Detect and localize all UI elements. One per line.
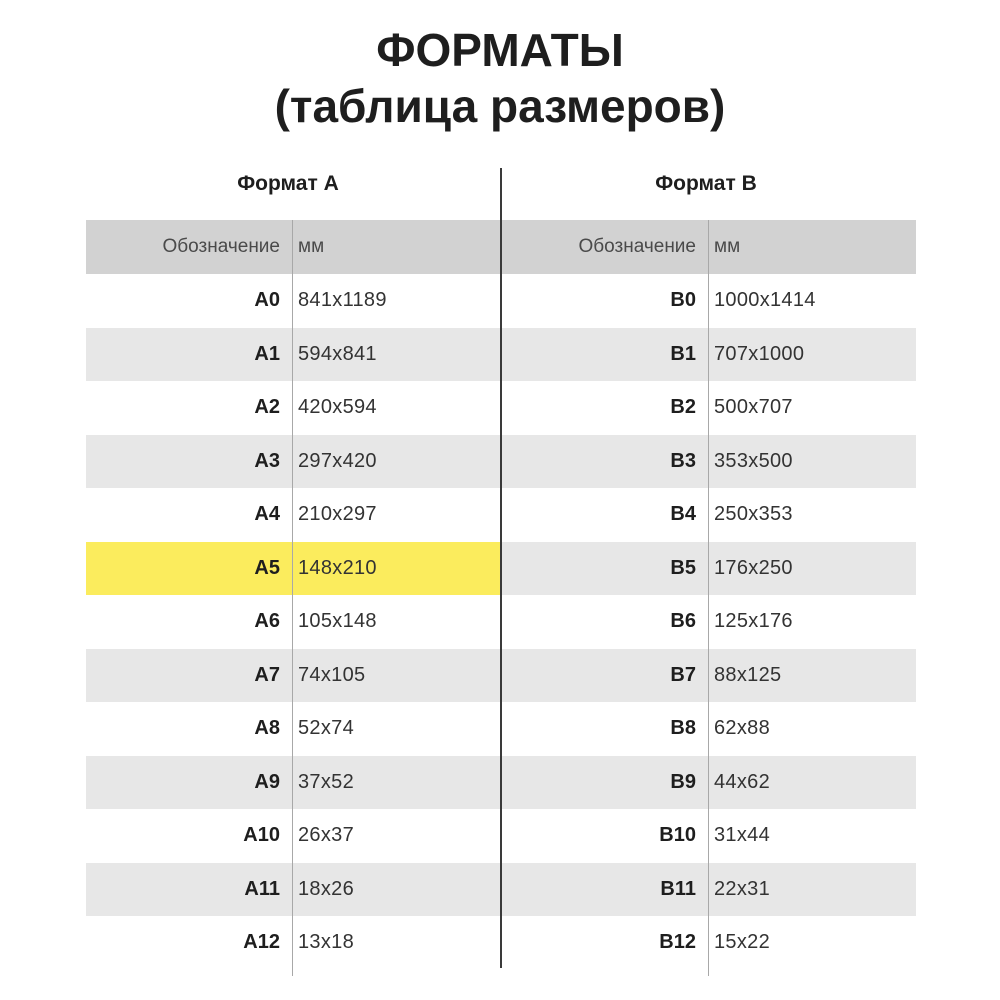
format-size: 26x37 (298, 824, 354, 847)
format-a-header-row (86, 220, 500, 274)
table-row (86, 435, 500, 489)
format-name: B7 (670, 663, 696, 686)
format-size: 500x707 (714, 396, 793, 419)
format-a-column-separator (292, 220, 293, 976)
table-row (502, 595, 916, 649)
format-size: 13x18 (298, 931, 354, 954)
header-unit: мм (298, 236, 325, 257)
page-title: ФОРМАТЫ (376, 24, 624, 76)
format-name: B2 (670, 396, 696, 419)
format-b-column-separator (708, 220, 709, 976)
format-name: B10 (659, 824, 696, 847)
table-row (502, 542, 916, 596)
format-size: 841x1189 (298, 289, 387, 312)
format-size: 37x52 (298, 770, 354, 793)
format-size: 31x44 (714, 824, 770, 847)
format-size: 105x148 (298, 610, 377, 633)
format-size: 44x62 (714, 770, 770, 793)
format-name: A11 (244, 877, 280, 900)
format-a-rows (86, 274, 500, 970)
format-size: 15x22 (714, 931, 770, 954)
table-row (86, 381, 500, 435)
table-row (502, 381, 916, 435)
header-unit: мм (714, 236, 741, 257)
format-a-section (86, 160, 500, 970)
format-name: A6 (254, 610, 280, 633)
format-b-table (502, 220, 916, 970)
format-name: B4 (670, 503, 696, 526)
format-size: 353x500 (714, 449, 793, 472)
format-name: B11 (660, 877, 696, 900)
format-name: A10 (243, 824, 280, 847)
format-name: A3 (254, 449, 280, 472)
table-row (502, 488, 916, 542)
format-name: B1 (670, 342, 696, 365)
format-name: B5 (670, 556, 696, 579)
table-row (86, 542, 500, 596)
format-name: B3 (670, 449, 696, 472)
format-name: A5 (254, 556, 280, 579)
format-name: A2 (254, 396, 280, 419)
format-name: B9 (670, 770, 696, 793)
format-name: A0 (254, 289, 280, 312)
header-designation: Обозначение (578, 236, 696, 257)
page-subtitle: (таблица размеров) (274, 80, 726, 132)
format-name: B8 (670, 717, 696, 740)
format-size: 176x250 (714, 556, 793, 579)
format-size: 707x1000 (714, 342, 805, 365)
format-b-section (502, 160, 916, 970)
format-b-rows (502, 274, 916, 970)
table-row (86, 488, 500, 542)
table-row (86, 916, 500, 970)
format-name: A8 (254, 717, 280, 740)
table-row (502, 702, 916, 756)
table-row (502, 809, 916, 863)
format-name: B12 (659, 931, 696, 954)
format-name: A4 (254, 503, 280, 526)
format-size: 210x297 (298, 503, 377, 526)
format-size: 148x210 (298, 556, 377, 579)
format-size: 52x74 (298, 717, 354, 740)
table-row (86, 595, 500, 649)
format-name: B0 (670, 289, 696, 312)
header-designation: Обозначение (162, 236, 280, 257)
format-size: 74x105 (298, 663, 366, 686)
table-row (86, 328, 500, 382)
table-row (502, 649, 916, 703)
format-name: B6 (670, 610, 696, 633)
table-row (502, 435, 916, 489)
table-row (502, 916, 916, 970)
format-b-title: Формат В (655, 172, 757, 195)
format-name: A7 (254, 663, 280, 686)
table-row (502, 756, 916, 810)
table-row (502, 274, 916, 328)
format-size: 125x176 (714, 610, 793, 633)
format-size: 250x353 (714, 503, 793, 526)
format-size: 594x841 (298, 342, 377, 365)
format-name: A12 (243, 931, 280, 954)
table-row (86, 702, 500, 756)
format-size: 420x594 (298, 396, 377, 419)
format-size: 62x88 (714, 717, 770, 740)
table-row (86, 649, 500, 703)
format-a-title: Формат А (237, 172, 339, 195)
format-b-header-row (502, 220, 916, 274)
table-row (86, 809, 500, 863)
table-row (502, 328, 916, 382)
format-name: A1 (254, 342, 280, 365)
table-row (502, 863, 916, 917)
format-name: A9 (254, 770, 280, 793)
format-size: 22x31 (714, 877, 770, 900)
format-a-table (86, 220, 500, 970)
table-row (86, 756, 500, 810)
table-row (86, 274, 500, 328)
format-size: 88x125 (714, 663, 782, 686)
format-size: 1000x1414 (714, 289, 816, 312)
table-row (86, 863, 500, 917)
format-size: 18x26 (298, 877, 354, 900)
format-size: 297x420 (298, 449, 377, 472)
